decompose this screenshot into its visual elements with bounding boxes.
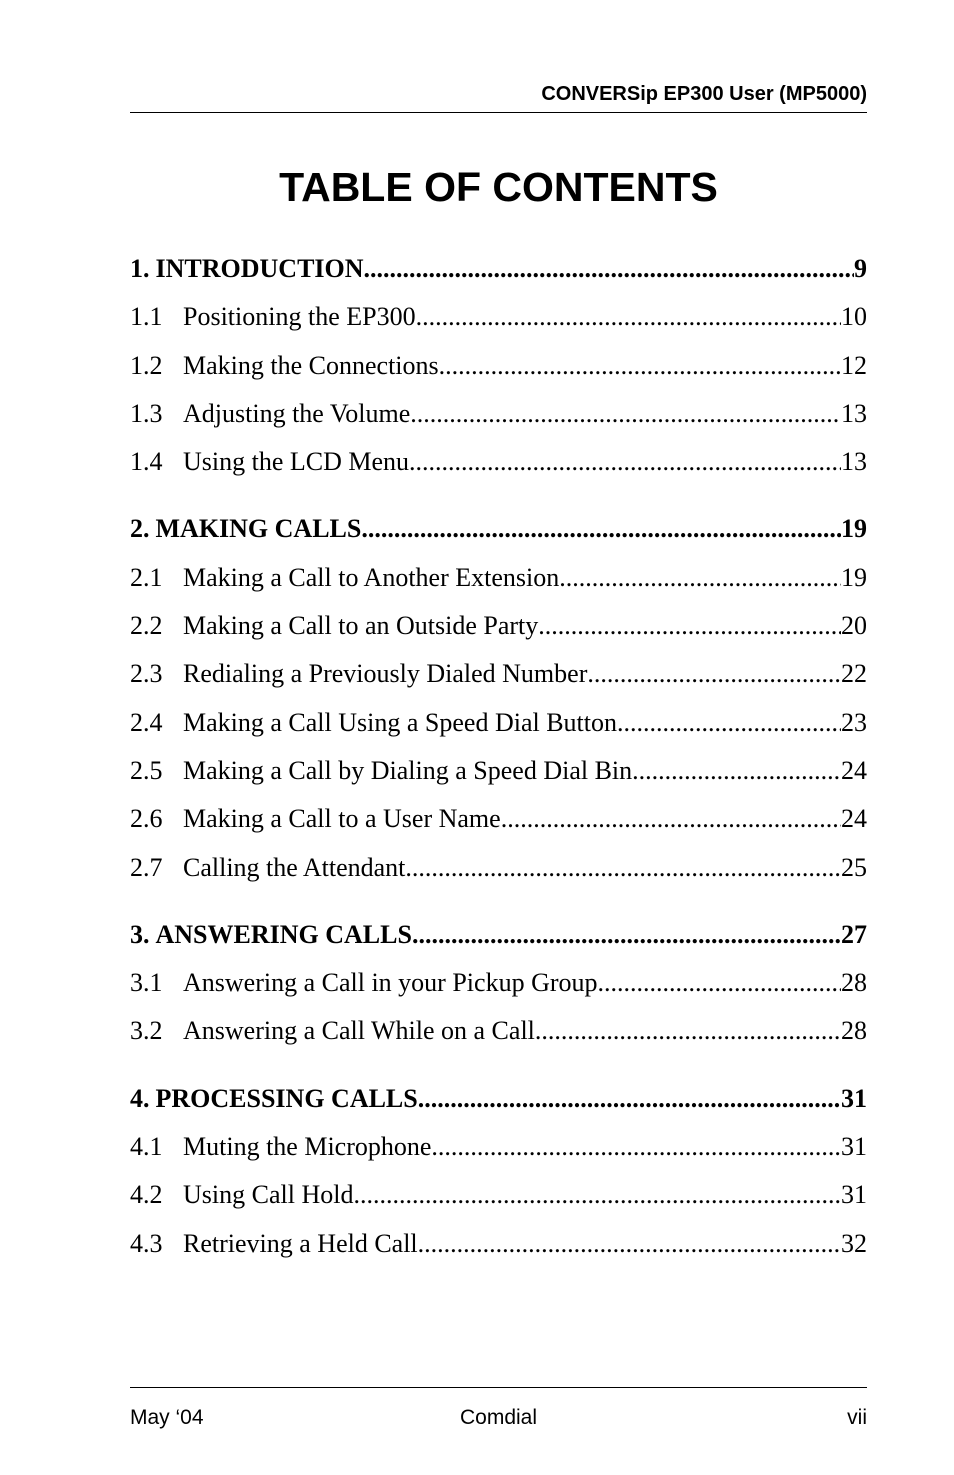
dot-leader xyxy=(416,300,841,333)
entry-title: Making a Call to an Outside Party xyxy=(183,611,539,641)
running-header: CONVERSip EP300 User (MP5000) xyxy=(541,83,867,105)
toc-section-introduction xyxy=(130,252,867,493)
dot-leader xyxy=(405,851,841,884)
toc-entry[interactable] xyxy=(130,1227,867,1275)
toc-entry[interactable] xyxy=(130,754,867,802)
toc-entry[interactable] xyxy=(130,300,867,348)
page-number: 31 xyxy=(841,1083,867,1113)
chapter-title: INTRODUCTION xyxy=(155,254,364,283)
entry-title: Redialing a Previously Dialed Number xyxy=(183,659,588,689)
entry-title: Calling the Attendant xyxy=(183,852,406,882)
footer-date: May ‘04 xyxy=(130,1406,204,1429)
dot-leader xyxy=(632,754,841,787)
page-number: 9 xyxy=(854,254,867,283)
entry-number: 2.5 xyxy=(130,755,163,785)
entry-number: 3.2 xyxy=(130,1016,163,1046)
toc-entry[interactable] xyxy=(130,445,867,493)
dot-leader xyxy=(538,609,841,642)
page-number: 19 xyxy=(841,562,867,592)
table-of-contents xyxy=(130,252,867,1294)
entry-number: 2.4 xyxy=(130,707,163,737)
entry-number: 2.6 xyxy=(130,804,163,834)
entry-title: Making a Call by Dialing a Speed Dial Bin xyxy=(183,755,633,785)
toc-chapter-entry[interactable] xyxy=(130,512,867,560)
dot-leader xyxy=(410,397,841,430)
dot-leader xyxy=(439,349,841,382)
entry-title: Making a Call Using a Speed Dial Button xyxy=(183,707,618,737)
page-number: 19 xyxy=(841,514,867,544)
page-number: 24 xyxy=(841,804,867,834)
document-page xyxy=(130,0,867,1475)
toc-chapter-entry[interactable] xyxy=(130,252,867,300)
page-title: TABLE OF CONTENTS xyxy=(279,164,718,210)
entry-number: 3.1 xyxy=(130,968,163,998)
dot-leader xyxy=(431,1130,841,1163)
dot-leader xyxy=(598,966,841,999)
dot-leader xyxy=(418,1082,841,1115)
dot-leader xyxy=(412,918,841,951)
page-number: 13 xyxy=(841,447,867,477)
toc-entry[interactable] xyxy=(130,349,867,397)
entry-number: 4.3 xyxy=(130,1228,163,1258)
entry-number: 1.1 xyxy=(130,302,163,332)
entry-title: Making a Call to a User Name xyxy=(183,804,501,834)
entry-title: Muting the Microphone xyxy=(183,1132,432,1162)
page-number: 10 xyxy=(841,302,867,332)
page-number: 25 xyxy=(841,852,867,882)
entry-number: 1.4 xyxy=(130,447,163,477)
entry-number: 2.2 xyxy=(130,611,163,641)
dot-leader xyxy=(535,1014,841,1047)
page-number: 31 xyxy=(841,1132,867,1162)
dot-leader xyxy=(353,1178,841,1211)
header-rule xyxy=(130,112,867,113)
page-number: 13 xyxy=(841,398,867,428)
page-number: 22 xyxy=(841,659,867,689)
page-number: 12 xyxy=(841,350,867,380)
page-number: 31 xyxy=(841,1180,867,1210)
entry-number: 4.2 xyxy=(130,1180,163,1210)
chapter-title: ANSWERING CALLS xyxy=(155,919,412,949)
dot-leader xyxy=(418,1227,841,1260)
page-number: 23 xyxy=(841,707,867,737)
chapter-title: PROCESSING CALLS xyxy=(155,1083,418,1113)
toc-section-processing-calls xyxy=(130,1082,867,1275)
page-number: 28 xyxy=(841,968,867,998)
toc-entry[interactable] xyxy=(130,1130,867,1178)
dot-leader xyxy=(587,657,841,690)
dot-leader xyxy=(409,445,841,478)
dot-leader xyxy=(501,802,841,835)
footer-rule xyxy=(130,1387,867,1388)
entry-title: Adjusting the Volume xyxy=(183,398,411,428)
toc-entry[interactable] xyxy=(130,1014,867,1062)
toc-entry[interactable] xyxy=(130,609,867,657)
page-number: 20 xyxy=(841,611,867,641)
toc-chapter-entry[interactable] xyxy=(130,1082,867,1130)
toc-entry[interactable] xyxy=(130,397,867,445)
toc-section-answering-calls xyxy=(130,918,867,1063)
entry-title: Retrieving a Held Call xyxy=(183,1228,418,1258)
entry-title: Making the Connections xyxy=(183,350,439,380)
footer-page-number: vii xyxy=(847,1406,867,1429)
chapter-number: 2. xyxy=(130,514,150,544)
toc-entry[interactable] xyxy=(130,966,867,1014)
toc-section-making-calls xyxy=(130,512,867,898)
entry-number: 2.7 xyxy=(130,852,163,882)
entry-title: Using the LCD Menu xyxy=(183,447,410,477)
entry-number: 1.3 xyxy=(130,398,163,428)
toc-chapter-entry[interactable] xyxy=(130,918,867,966)
entry-number: 4.1 xyxy=(130,1132,163,1162)
chapter-title: MAKING CALLS xyxy=(155,514,362,544)
entry-number: 2.1 xyxy=(130,562,163,592)
entry-number: 2.3 xyxy=(130,659,163,689)
toc-entry[interactable] xyxy=(130,851,867,899)
page-number: 28 xyxy=(841,1016,867,1046)
page-number: 27 xyxy=(841,919,867,949)
entry-title: Answering a Call in your Pickup Group xyxy=(183,968,598,998)
chapter-number: 4. xyxy=(130,1083,150,1113)
toc-entry[interactable] xyxy=(130,657,867,705)
entry-title: Making a Call to Another Extension xyxy=(183,562,560,592)
page-number: 24 xyxy=(841,755,867,785)
page-number: 32 xyxy=(841,1228,867,1258)
dot-leader xyxy=(361,512,841,545)
dot-leader xyxy=(559,561,841,594)
entry-number: 1.2 xyxy=(130,350,163,380)
toc-entry[interactable] xyxy=(130,706,867,754)
dot-leader xyxy=(617,706,841,739)
dot-leader xyxy=(364,252,854,285)
toc-entry[interactable] xyxy=(130,561,867,609)
entry-title: Answering a Call While on a Call xyxy=(183,1016,535,1046)
toc-entry[interactable] xyxy=(130,1178,867,1226)
entry-title: Using Call Hold xyxy=(183,1180,354,1210)
chapter-number: 1. xyxy=(130,254,150,283)
toc-entry[interactable] xyxy=(130,802,867,850)
footer-publisher: Comdial xyxy=(459,1406,538,1429)
chapter-number: 3. xyxy=(130,919,150,949)
entry-title: Positioning the EP300 xyxy=(183,302,416,332)
